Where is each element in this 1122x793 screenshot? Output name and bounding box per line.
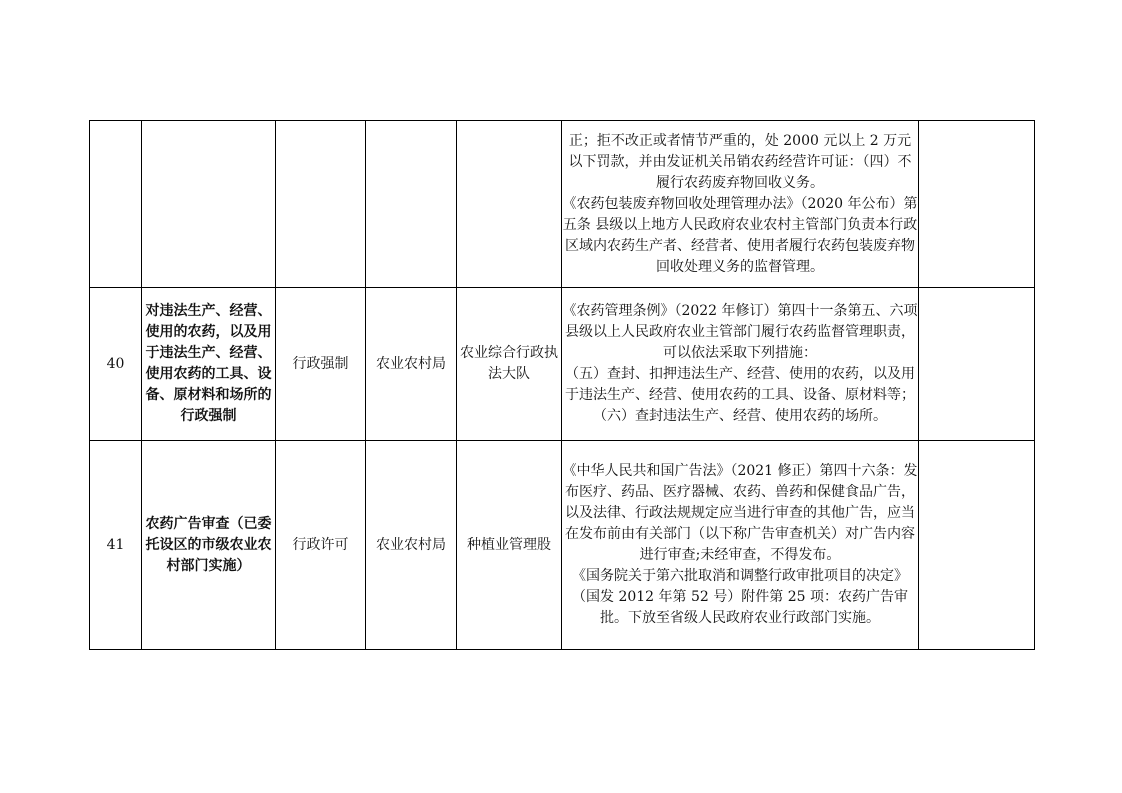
row-number-cell: 41	[90, 441, 142, 650]
document-table	[89, 120, 1035, 650]
remark-cell	[919, 288, 1035, 441]
unit-cell: 种植业管理股	[457, 441, 562, 650]
legal-basis-cell	[562, 288, 919, 441]
basis-paragraph: 正；拒不改正或者情节严重的，处 2000 元以上 2 万元以下罚款，并由发证机关吊销农药经营许可证：（四）不履行农药废弃物回收义务。	[568, 132, 912, 191]
remark-cell	[919, 441, 1035, 650]
row-number-cell: 40	[90, 288, 142, 441]
item-name-cell	[142, 121, 276, 288]
unit-cell	[457, 121, 562, 288]
basis-paragraph: 《国务院关于第六批取消和调整行政审批项目的决定》（国发 2012 年第 52 号）附件第 25 项：农药广告审批。下放至省级人民政府农业行政部门实施。	[572, 568, 908, 626]
department-cell: 农业农村局	[366, 288, 457, 441]
table-row	[90, 121, 1035, 288]
item-name-cell: 农药广告审查（已委托设区的市级农业农村部门实施）	[142, 441, 276, 650]
row-number-cell	[90, 121, 142, 288]
legal-basis-cell	[562, 441, 919, 650]
category-cell: 行政强制	[276, 288, 366, 441]
category-cell	[276, 121, 366, 288]
basis-paragraph: 《农药管理条例》（2022 年修订）第四十一条第五、六项 县级以上人民政府农业主管部门履行农药监督管理职责，可以依法采取下列措施：	[562, 303, 918, 361]
basis-paragraph: 《中华人民共和国广告法》（2021 修正）第四十六条：发布医疗、药品、医疗器械、农药、兽药和保健食品广告，以及法律、行政法规规定应当进行审查的其他广告，应当在发布前由有关部门（以下称广告审查机关）对广告内容进行审查;未经审查，不得发布。	[562, 463, 918, 563]
table-row	[90, 441, 1035, 650]
department-cell	[366, 121, 457, 288]
basis-paragraph: （五）查封、扣押违法生产、经营、使用的农药，以及用于违法生产、经营、使用农药的工具、设备、原材料等；	[565, 366, 915, 403]
legal-basis-cell	[562, 121, 919, 288]
basis-paragraph: （六）查封违法生产、经营、使用农药的场所。	[593, 408, 887, 424]
remark-cell	[919, 121, 1035, 288]
item-name-cell: 对违法生产、经营、使用的农药，以及用于违法生产、经营、使用农药的工具、设备、原材料和场所的行政强制	[142, 288, 276, 441]
unit-cell: 农业综合行政执法大队	[457, 288, 562, 441]
basis-paragraph: 《农药包装废弃物回收处理管理办法》（2020 年公布）第五条 县级以上地方人民政府农业农村主管部门负责本行政区域内农药生产者、经营者、使用者履行农药包装废弃物回收处理义务的监督管理。	[562, 195, 918, 275]
category-cell: 行政许可	[276, 441, 366, 650]
department-cell: 农业农村局	[366, 441, 457, 650]
table-row	[90, 288, 1035, 441]
